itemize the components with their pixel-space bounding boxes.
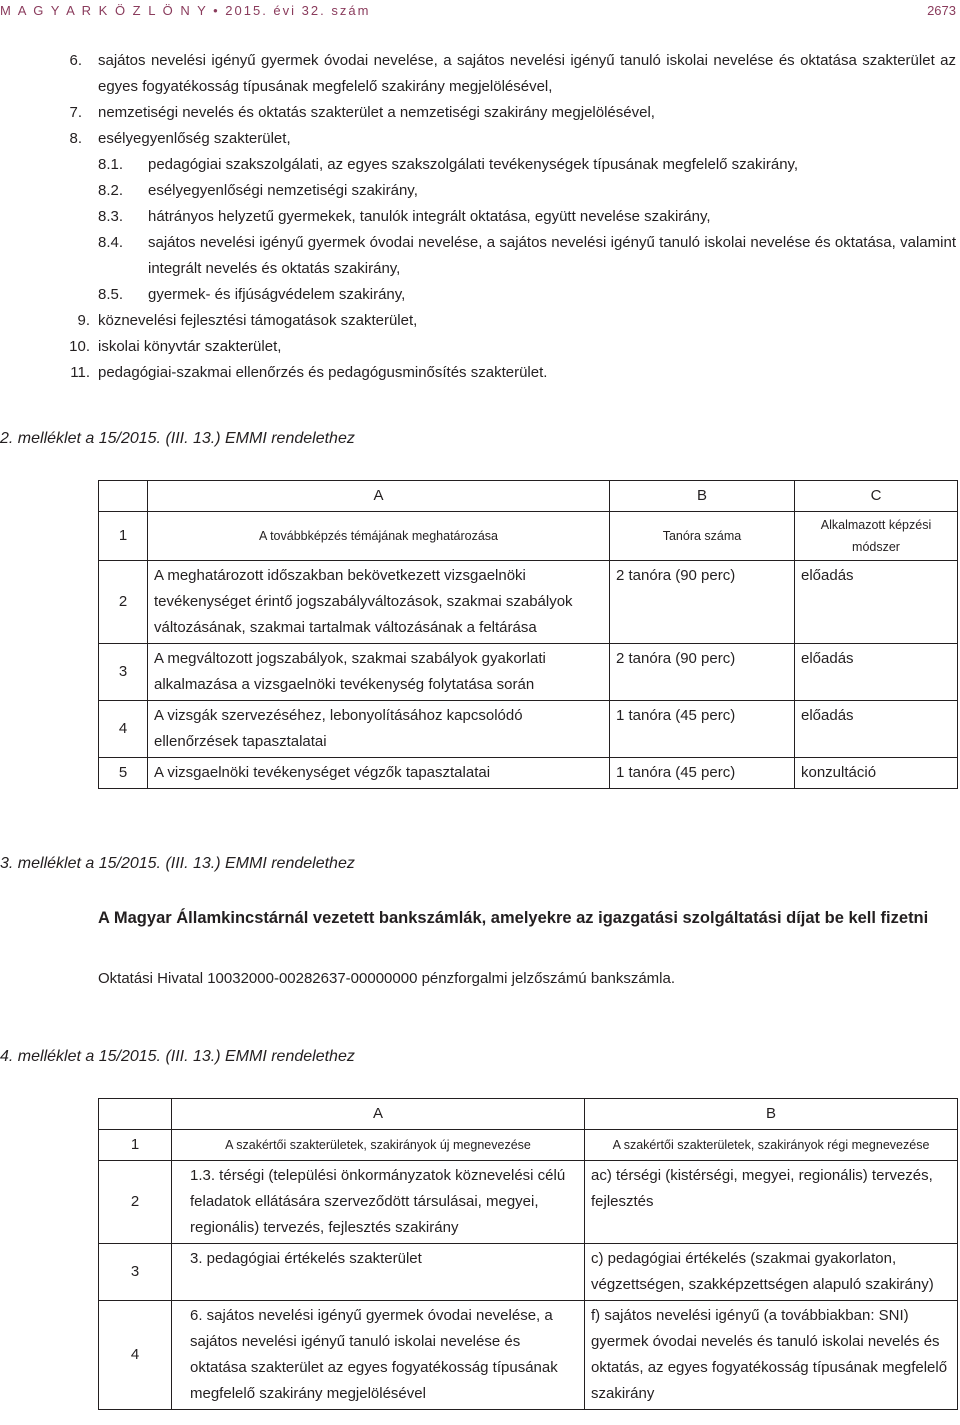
column-header: Alkalmazott képzési módszer (795, 512, 958, 561)
table-cell: 2 tanóra (90 perc) (610, 644, 795, 701)
row-number: 3 (99, 644, 148, 701)
row-number: 1 (99, 1130, 172, 1161)
list-item-number: 8.2. (98, 182, 124, 199)
list-subitem (0, 282, 960, 308)
list-item (0, 48, 960, 100)
list-item-number: 8.5. (98, 286, 124, 303)
list-item-text: sajátos nevelési igényű gyermek óvodai nevelése, a sajátos nevelési igényű tanuló iskolai nevelése és oktatása, valamint integrált nevelés és oktatás szakirány, (148, 234, 956, 277)
list-item (0, 100, 960, 126)
table-row (99, 1099, 958, 1130)
list-item-text: nemzetiségi nevelés és oktatás szakterület a nemzetiségi szakirány megjelölésével, (98, 104, 655, 121)
table-cell: A vizsgaelnöki tevékenységet végzők tapasztalatai (148, 758, 610, 789)
list-item (0, 334, 960, 360)
table-row (99, 1130, 958, 1161)
list-item-text: sajátos nevelési igényű gyermek óvodai nevelése, a sajátos nevelési igényű tanuló iskolai nevelése és oktatása szakterület az egyes fogyatékosság típusának megfelelő szakirány megjelölésével, (98, 52, 956, 95)
list-item-text: köznevelési fejlesztési támogatások szakterület, (98, 312, 418, 329)
list-item-text: esélyegyenlőség szakterület, (98, 130, 291, 147)
list-item-number: 10. (69, 338, 90, 355)
table-row (99, 1244, 958, 1301)
field-list (0, 48, 960, 386)
row-number: 2 (99, 1161, 172, 1244)
table-cell: 1 tanóra (45 perc) (610, 758, 795, 789)
table-row (99, 758, 958, 789)
list-subitem (0, 230, 960, 282)
list-item-text: esélyegyenlőségi nemzetiségi szakirány, (148, 182, 418, 199)
column-header: A szakértői szakterületek, szakirányok új megnevezése (172, 1130, 585, 1161)
list-item-number: 8.1. (98, 156, 124, 173)
list-item-text: pedagógiai szakszolgálati, az egyes szakszolgálati tevékenységek típusának megfelelő szakirány, (148, 156, 799, 173)
column-header: A továbbképzés témájának meghatározása (148, 512, 610, 561)
page-number: 2673 (927, 3, 956, 18)
table-row (99, 701, 958, 758)
list-item-number: 8. (69, 130, 82, 147)
table-cell: f) sajátos nevelési igényű (a továbbiakban: SNI) gyermek óvodai nevelés és tanuló iskolai nevelés és oktatás, az egyes fogyatékosság típusának megfelelő szakirány (585, 1301, 958, 1410)
column-letter: B (610, 481, 795, 512)
list-subitem (0, 152, 960, 178)
table-cell: A vizsgák szervezéséhez, lebonyolításához kapcsolódó ellenőrzések tapasztalatai (148, 701, 610, 758)
table-cell: A meghatározott időszakban bekövetkezett vizsgaelnöki tevékenységet érintő jogszabályváltozások, szakmai szabályok változásának, szakmai tartalmak változásának a feltárása (148, 561, 610, 644)
table-cell: konzultáció (795, 758, 958, 789)
column-letter: A (148, 481, 610, 512)
list-item (0, 360, 960, 386)
list-item-text: pedagógiai-szakmai ellenőrzés és pedagógusminősítés szakterület. (98, 364, 548, 381)
list-item-text: iskolai könyvtár szakterület, (98, 338, 282, 355)
annex-4-table (98, 1098, 958, 1410)
row-number: 4 (99, 1301, 172, 1410)
list-item-number: 8.3. (98, 208, 124, 225)
list-item-number: 6. (69, 52, 82, 69)
row-number: 4 (99, 701, 148, 758)
row-number: 1 (99, 512, 148, 561)
column-letter: B (585, 1099, 958, 1130)
table-row (99, 1161, 958, 1244)
table-cell (99, 481, 148, 512)
list-subitem (0, 178, 960, 204)
table-cell: előadás (795, 701, 958, 758)
row-number: 5 (99, 758, 148, 789)
annex-2-table (98, 480, 958, 789)
annex-3-title: 3. melléklet a 15/2015. (III. 13.) EMMI rendelethez (0, 855, 355, 872)
column-header: Tanóra száma (610, 512, 795, 561)
annex-2-title: 2. melléklet a 15/2015. (III. 13.) EMMI rendelethez (0, 430, 355, 447)
table-cell: 1 tanóra (45 perc) (610, 701, 795, 758)
list-item-number: 11. (70, 364, 90, 381)
table-cell: A megváltozott jogszabályok, szakmai szabályok gyakorlati alkalmazása a vizsgaelnöki tevékenység folytatása során (148, 644, 610, 701)
table-cell: ac) térségi (kistérségi, megyei, regionális) tervezés, fejlesztés (585, 1161, 958, 1244)
table-row (99, 481, 958, 512)
list-item-text: gyermek- és ifjúságvédelem szakirány, (148, 286, 406, 303)
table-cell: előadás (795, 644, 958, 701)
table-cell: c) pedagógiai értékelés (szakmai gyakorlaton, végzettségen, szakképzettségen alapuló szakirány) (585, 1244, 958, 1301)
list-item (0, 126, 960, 152)
table-row (99, 644, 958, 701)
table-cell (99, 1099, 172, 1130)
annex-3-heading: A Magyar Államkincstárnál vezetett bankszámlák, amelyekre az igazgatási szolgáltatási díjat be kell fizetni (98, 909, 929, 927)
running-header: M A G Y A R K Ö Z L Ö N Y • 2015. évi 32. szám (0, 3, 371, 18)
list-item-text: hátrányos helyzetű gyermekek, tanulók integrált oktatása, együtt nevelése szakirány, (148, 208, 711, 225)
table-cell: előadás (795, 561, 958, 644)
column-letter: A (172, 1099, 585, 1130)
list-item-number: 9. (77, 312, 90, 329)
row-number: 2 (99, 561, 148, 644)
list-item (0, 308, 960, 334)
list-item-number: 8.4. (98, 234, 124, 251)
column-header: A szakértői szakterületek, szakirányok régi megnevezése (585, 1130, 958, 1161)
table-row (99, 561, 958, 644)
row-number: 3 (99, 1244, 172, 1301)
column-letter: C (795, 481, 958, 512)
table-cell: 2 tanóra (90 perc) (610, 561, 795, 644)
table-row (99, 1301, 958, 1410)
list-item-number: 7. (69, 104, 82, 121)
table-cell: 6. sajátos nevelési igényű gyermek óvodai nevelése, a sajátos nevelési igényű tanuló iskolai nevelése és oktatása szakterület az egyes fogyatékosság típusának megfelelő szakirány megjelölésével (172, 1301, 585, 1410)
table-cell: 1.3. térségi (települési önkormányzatok köznevelési célú feladatok ellátására szerveződött társulásai, megyei, regionális) tervezés, fejlesztés szakirány (172, 1161, 585, 1244)
annex-3-body: Oktatási Hivatal 10032000-00282637-00000000 pénzforgalmi jelzőszámú bankszámla. (98, 970, 676, 987)
table-cell: 3. pedagógiai értékelés szakterület (172, 1244, 585, 1301)
table-row (99, 512, 958, 561)
annex-4-title: 4. melléklet a 15/2015. (III. 13.) EMMI rendelethez (0, 1048, 355, 1065)
list-subitem (0, 204, 960, 230)
